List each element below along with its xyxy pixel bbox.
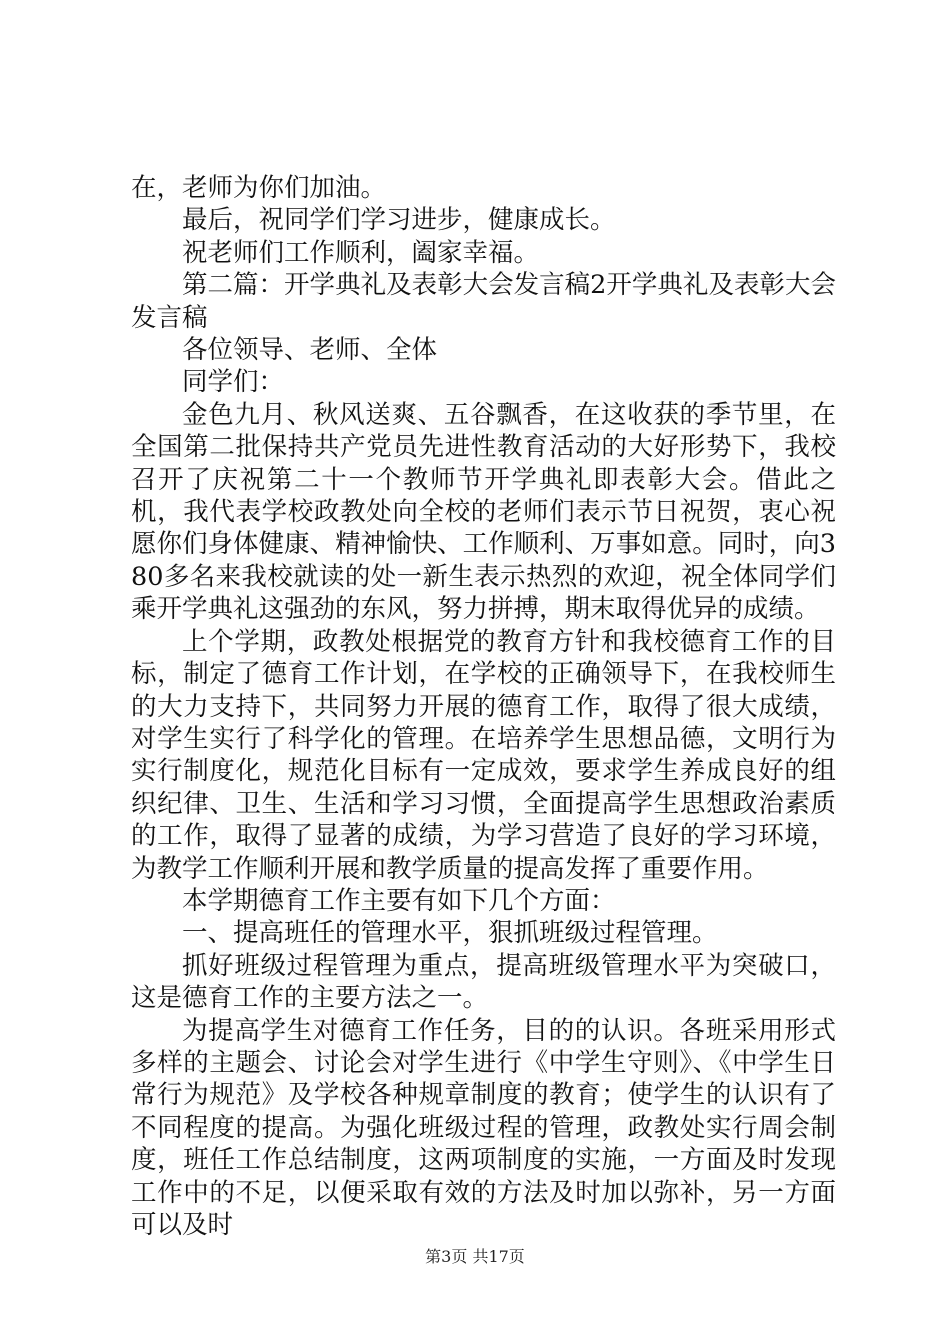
paragraph-7: 金色九月、秋风送爽、五谷飘香，在这收获的季节里，在全国第二批保持共产党员先进性教育活动的大好形势下，我校召开了庆祝第二十一个教师节开学典礼即表彰大会。借此之机，我代表学校政教处向全校的老师们表示节日祝贺，衷心祝愿你们身体健康、精神愉快、工作顺利、万事如意。同时，向380多名来我校就读的处一新生表示热烈的欢迎，祝全体同学们乘开学典礼这强劲的东风，努力拼搏，期末取得优异的成绩。 [131,399,836,625]
document-body [131,172,836,1241]
list-item-1: 一、提高班任的管理水平，狠抓班级过程管理。 [182,918,718,949]
paragraph-8: 上个学期，政教处根据党的教育方针和我校德育工作的目标，制定了德育工作计划，在学校的正确领导下，在我校师生的大力支持下，共同努力开展的德育工作，取得了很大成绩，对学生实行了科学化的管理。在培养学生思想品德，文明行为实行制度化，规范化目标有一定成效，要求学生养成良好的组织纪律、卫生、生活和学习习惯，全面提高学生思想政治素质的工作，取得了显著的成绩，为学习营造了良好的学习环境，为教学工作顺利开展和教学质量的提高发挥了重要作用。 [131,626,836,884]
section-heading: 第二篇：开学典礼及表彰大会发言稿2开学典礼及表彰大会发言稿 [131,270,836,333]
paragraph-3: 祝老师们工作顺利，阖家幸福。 [182,237,540,268]
paragraph-2: 最后，祝同学们学习进步，健康成长。 [182,205,616,236]
salutation-line-2: 同学们： [182,367,285,398]
paragraph-9: 本学期德育工作主要有如下几个方面： [182,885,616,916]
page-number-footer: 第3页 共17页 [425,1247,525,1266]
salutation-line-1: 各位领导、老师、全体 [182,335,438,366]
paragraph-11: 抓好班级过程管理为重点，提高班级管理水平为突破口，这是德育工作的主要方法之一。 [131,950,836,1014]
paragraph-12: 为提高学生对德育工作任务，目的的认识。各班采用形式多样的主题会、讨论会对学生进行《中学生守则》、《中学生日常行为规范》及学校各种规章制度的教育；使学生的认识有了不同程度的提高。为强化班级过程的管理，政教处实行周会制度，班任工作总结制度，这两项制度的实施，一方面及时发现工作中的不足，以便采取有效的方法及时加以弥补，另一方面可以及时 [131,1015,836,1240]
paragraph-1: 在，老师为你们加油。 [131,173,387,203]
